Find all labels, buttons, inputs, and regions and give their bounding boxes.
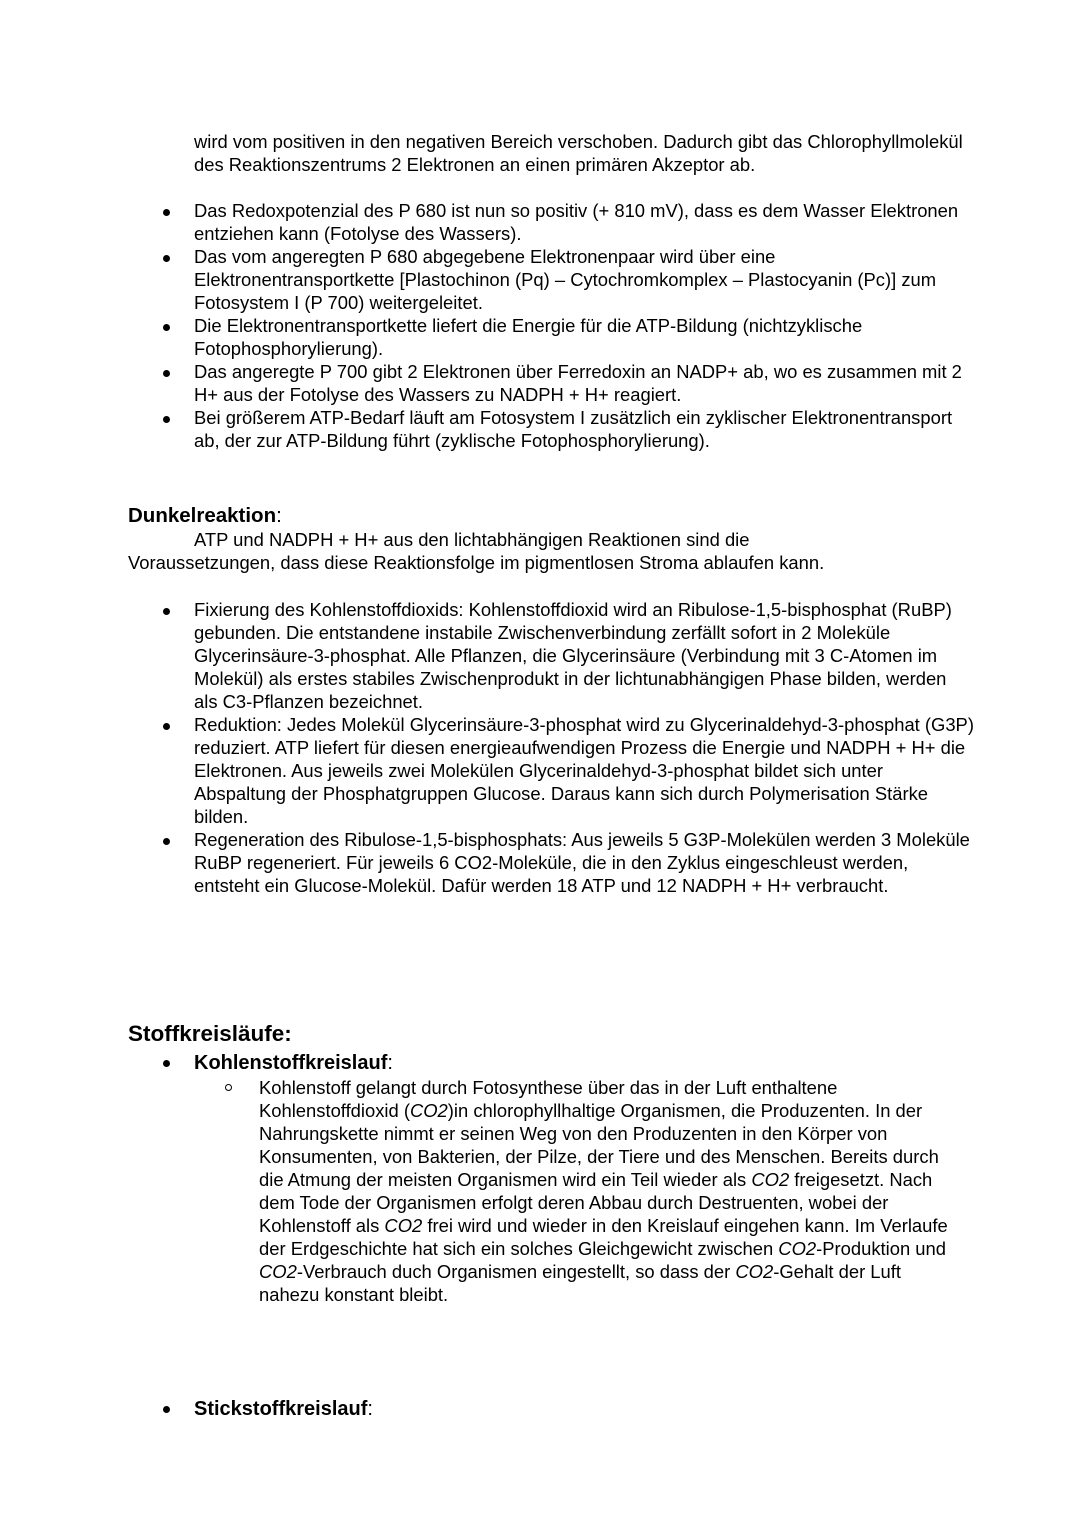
- carbon-cycle-title: Kohlenstoffkreislauf:: [194, 1050, 974, 1076]
- nitrogen-cycle-title: Stickstoffkreislauf:: [194, 1396, 373, 1422]
- bullet-icon: [163, 324, 170, 331]
- list-item: Die Elektronentransportkette liefert die Energie für die ATP-Bildung (nichtzyklische Fotophosphorylierung).: [194, 314, 974, 360]
- list-item: Fixierung des Kohlenstoffdioxids: Kohlenstoffdioxid wird an Ribulose-1,5-bisphosphat (RuBP) gebunden. Die entstandene instabile Zwischenverbindung zerfällt sofort in 2 Moleküle Glycerinsäure-3-phosphat. Alle Pflanzen, die Glycerinsäure (Verbindung mit 3 C-Atomen im Molekül) als erstes stabiles Zwischenprodukt in der lichtunabhängigen Phase bilden, werden als C3-Pflanzen bezeichnet.: [194, 598, 974, 713]
- carbon-cycle-text: Kohlenstoff gelangt durch Fotosynthese über das in der Luft enthaltene Kohlenstoffdioxid (CO2)in chlorophyllhaltige Organismen, die Produzenten. In der Nahrungskette nimmt er seinen Weg von den Produzenten in den Körper von Konsumenten, von Bakterien, der Pilze, der Tiere und des Menschen. Bereits durch die Atmung der meisten Organismen wird ein Teil wieder als CO2 freigesetzt. Nach dem Tode der Organismen erfolgt deren Abbau durch Destruenten, wobei der Kohlenstoff als CO2 frei wird und wieder in den Kreislauf eingehen kann. Im Verlaufe der Erdgeschichte hat sich ein solches Gleichgewicht zwischen CO2-Produktion und CO2-Verbrauch duch Organismen eingestellt, so dass der CO2-Gehalt der Luft nahezu konstant bleibt.: [259, 1076, 959, 1306]
- carbon-cycle-section: [194, 1050, 974, 1305]
- list-item: Das vom angeregten P 680 abgegebene Elektronenpaar wird über eine Elektronentransportkette [Plastochinon (Pq) – Cytochromkomplex – Plastocyanin (Pc)] zum Fotosystem I (P 700) weitergeleitet.: [194, 245, 974, 314]
- bullet-icon: [163, 370, 170, 377]
- bullet-icon: [163, 838, 170, 845]
- dark-reaction-intro: ATP und NADPH + H+ aus den lichtabhängigen Reaktionen sind die Voraussetzungen, dass diese Reaktionsfolge im pigmentlosen Stroma ablaufen kann.: [128, 529, 825, 573]
- list-item: Das Redoxpotenzial des P 680 ist nun so positiv (+ 810 mV), dass es dem Wasser Elektronen entziehen kann (Fotolyse des Wassers).: [194, 199, 974, 245]
- bullet-icon: [163, 416, 170, 423]
- light-reaction-list: [194, 199, 974, 452]
- circle-bullet-icon: [225, 1084, 232, 1091]
- bullet-icon: [163, 723, 170, 730]
- bullet-icon: [163, 1406, 170, 1413]
- dark-reaction-list: [194, 598, 974, 897]
- bullet-icon: [163, 608, 170, 615]
- bullet-icon: [163, 1060, 170, 1067]
- list-item: Das angeregte P 700 gibt 2 Elektronen über Ferredoxin an NADP+ ab, wo es zusammen mit 2 H+ aus der Fotolyse des Wassers zu NADPH + H+ reagiert.: [194, 360, 974, 406]
- dark-reaction-heading: Dunkelreaktion:: [128, 504, 282, 527]
- intro-continuation: wird vom positiven in den negativen Bereich verschoben. Dadurch gibt das Chlorophyllmolekül des Reaktionszentrums 2 Elektronen an einen primären Akzeptor ab.: [194, 131, 963, 175]
- list-item: Bei größerem ATP-Bedarf läuft am Fotosystem I zusätzlich ein zyklischer Elektronentransport ab, der zur ATP-Bildung führt (zyklische Fotophosphorylierung).: [194, 406, 974, 452]
- list-item: Regeneration des Ribulose-1,5-bisphosphats: Aus jeweils 5 G3P-Molekülen werden 3 Moleküle RuBP regeneriert. Für jeweils 6 CO2-Moleküle, die in den Zyklus eingeschleust werden, entsteht ein Glucose-Molekül. Dafür werden 18 ATP und 12 NADPH + H+ verbraucht.: [194, 828, 974, 897]
- list-item: Reduktion: Jedes Molekül Glycerinsäure-3-phosphat wird zu Glycerinaldehyd-3-phosphat (G3P) reduziert. ATP liefert für diesen energieaufwendigen Prozess die Energie und NADPH + H+ die Elektronen. Aus jeweils zwei Molekülen Glycerinaldehyd-3-phosphat bildet sich unter Abspaltung der Phosphatgruppen Glucose. Daraus kann sich durch Polymerisation Stärke bilden.: [194, 713, 974, 828]
- bullet-icon: [163, 255, 170, 262]
- bullet-icon: [163, 209, 170, 216]
- cycles-heading: Stoffkreisläufe:: [128, 1021, 292, 1046]
